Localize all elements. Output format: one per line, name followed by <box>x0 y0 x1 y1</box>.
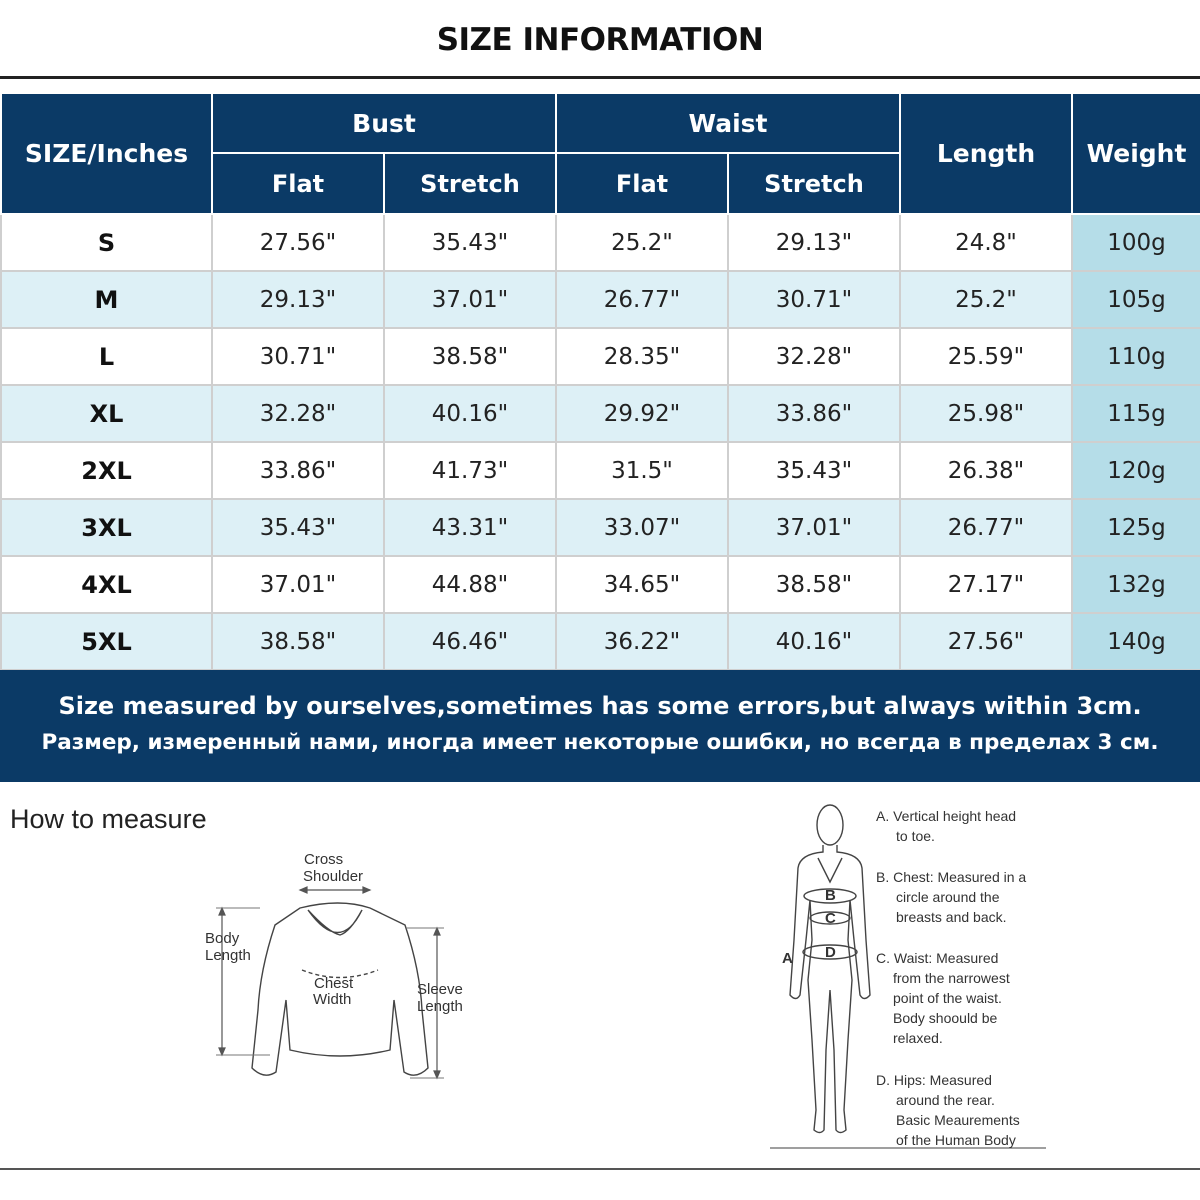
length-cell: 27.17" <box>900 556 1072 613</box>
bust-flat-cell: 27.56" <box>212 214 384 271</box>
bust-stretch-cell: 44.88" <box>384 556 556 613</box>
body-note-d-line: around the rear. <box>896 1092 995 1108</box>
waist-stretch-cell: 38.58" <box>728 556 900 613</box>
bust-flat-cell: 33.86" <box>212 442 384 499</box>
size-cell: 5XL <box>1 613 212 670</box>
table-row <box>1 271 1200 328</box>
size-cell: L <box>1 328 212 385</box>
weight-cell: 110g <box>1072 328 1200 385</box>
sweater-diagram <box>190 840 490 1090</box>
body-note-a <box>876 806 1056 846</box>
bust-stretch-cell: 41.73" <box>384 442 556 499</box>
size-cell: 2XL <box>1 442 212 499</box>
waist-flat-cell: 29.92" <box>556 385 728 442</box>
body-note-c-line: Body shoould be <box>893 1010 998 1026</box>
bust-stretch-header: Stretch <box>384 153 556 214</box>
waist-stretch-header: Stretch <box>728 153 900 214</box>
cross-shoulder-label-1: Cross <box>304 851 344 868</box>
bust-stretch-cell: 46.46" <box>384 613 556 670</box>
body-note-c-line: C. Waist: Measured <box>876 950 999 966</box>
body-note-d-line: Basic Meaurements <box>896 1112 1020 1128</box>
length-cell: 27.56" <box>900 613 1072 670</box>
bust-stretch-cell: 40.16" <box>384 385 556 442</box>
waist-flat-header: Flat <box>556 153 728 214</box>
table-row <box>1 499 1200 556</box>
body-note-c-line: point of the waist. <box>893 990 1002 1006</box>
waist-stretch-cell: 32.28" <box>728 328 900 385</box>
head-icon <box>817 805 843 845</box>
chest-width-label-2: Width <box>313 991 352 1008</box>
table-row <box>1 214 1200 271</box>
size-cell: 3XL <box>1 499 212 556</box>
body-note-b <box>876 867 1056 927</box>
length-header: Length <box>900 93 1072 214</box>
length-cell: 24.8" <box>900 214 1072 271</box>
weight-cell: 115g <box>1072 385 1200 442</box>
sleeve-length-label-1: Sleeve <box>417 981 463 998</box>
length-cell: 26.77" <box>900 499 1072 556</box>
how-to-measure-heading: How to measure <box>10 804 207 834</box>
letter-d: D <box>825 944 836 961</box>
table-row <box>1 556 1200 613</box>
waist-header: Waist <box>556 93 900 153</box>
chest-width-label-1: Chest <box>314 975 354 992</box>
body-note-b-line: B. Chest: Measured in a <box>876 869 1027 885</box>
waist-flat-cell: 26.77" <box>556 271 728 328</box>
bust-stretch-cell: 37.01" <box>384 271 556 328</box>
size-header: SIZE/Inches <box>1 93 212 214</box>
length-cell: 25.59" <box>900 328 1072 385</box>
bust-stretch-cell: 38.58" <box>384 328 556 385</box>
sleeve-length-label-2: Length <box>417 998 463 1015</box>
weight-cell: 125g <box>1072 499 1200 556</box>
table-row <box>1 385 1200 442</box>
waist-flat-cell: 31.5" <box>556 442 728 499</box>
table-row <box>1 613 1200 670</box>
bust-stretch-cell: 43.31" <box>384 499 556 556</box>
bust-flat-cell: 38.58" <box>212 613 384 670</box>
waist-stretch-cell: 37.01" <box>728 499 900 556</box>
weight-cell: 100g <box>1072 214 1200 271</box>
body-note-c-line: relaxed. <box>893 1030 943 1046</box>
body-note-d <box>876 1070 1056 1150</box>
weight-header: Weight <box>1072 93 1200 214</box>
size-cell: S <box>1 214 212 271</box>
weight-cell: 140g <box>1072 613 1200 670</box>
body-note-b-line: breasts and back. <box>896 909 1007 925</box>
length-cell: 26.38" <box>900 442 1072 499</box>
page-title: SIZE INFORMATION <box>436 22 764 58</box>
body-note-d-line: D. Hips: Measured <box>876 1072 992 1088</box>
waist-flat-cell: 28.35" <box>556 328 728 385</box>
waist-stretch-cell: 35.43" <box>728 442 900 499</box>
body-note-d-line: of the Human Body <box>896 1132 1016 1148</box>
bust-flat-cell: 29.13" <box>212 271 384 328</box>
body-length-label-1: Body <box>205 930 240 947</box>
waist-stretch-cell: 33.86" <box>728 385 900 442</box>
body-note-b-line: circle around the <box>896 889 1000 905</box>
note-russian: Размер, измеренный нами, иногда имеет некоторые ошибки, но всегда в пределах 3 см. <box>41 730 1159 755</box>
body-note-a-line: to toe. <box>896 828 935 844</box>
cross-shoulder-label-2: Shoulder <box>303 868 364 885</box>
letter-a: A <box>782 950 793 967</box>
table-header-row <box>1 93 1200 153</box>
bust-stretch-cell: 35.43" <box>384 214 556 271</box>
length-cell: 25.98" <box>900 385 1072 442</box>
weight-cell: 105g <box>1072 271 1200 328</box>
bust-flat-cell: 30.71" <box>212 328 384 385</box>
weight-cell: 132g <box>1072 556 1200 613</box>
letter-c: C <box>825 910 836 927</box>
note-english: Size measured by ourselves,sometimes has some errors,but always within 3cm. <box>58 692 1142 720</box>
waist-flat-cell: 25.2" <box>556 214 728 271</box>
measurement-note <box>0 670 1200 782</box>
title-divider <box>0 76 1200 79</box>
size-table <box>0 92 1200 671</box>
body-note-c-line: from the narrowest <box>893 970 1010 986</box>
size-cell: 4XL <box>1 556 212 613</box>
table-row <box>1 442 1200 499</box>
waist-stretch-cell: 30.71" <box>728 271 900 328</box>
size-cell: XL <box>1 385 212 442</box>
body-length-label-2: Length <box>205 947 251 964</box>
table-row <box>1 328 1200 385</box>
bottom-divider <box>0 1168 1200 1170</box>
bust-flat-cell: 32.28" <box>212 385 384 442</box>
body-note-c <box>876 948 1056 1048</box>
weight-cell: 120g <box>1072 442 1200 499</box>
bust-flat-cell: 37.01" <box>212 556 384 613</box>
letter-b: B <box>825 887 836 904</box>
sweater-hood-icon <box>308 910 362 935</box>
length-cell: 25.2" <box>900 271 1072 328</box>
size-cell: M <box>1 271 212 328</box>
body-note-a-line: A. Vertical height head <box>876 808 1017 824</box>
waist-stretch-cell: 40.16" <box>728 613 900 670</box>
bust-flat-header: Flat <box>212 153 384 214</box>
size-table-body <box>1 214 1200 670</box>
bust-flat-cell: 35.43" <box>212 499 384 556</box>
waist-stretch-cell: 29.13" <box>728 214 900 271</box>
waist-flat-cell: 36.22" <box>556 613 728 670</box>
waist-flat-cell: 33.07" <box>556 499 728 556</box>
waist-flat-cell: 34.65" <box>556 556 728 613</box>
bust-header: Bust <box>212 93 556 153</box>
